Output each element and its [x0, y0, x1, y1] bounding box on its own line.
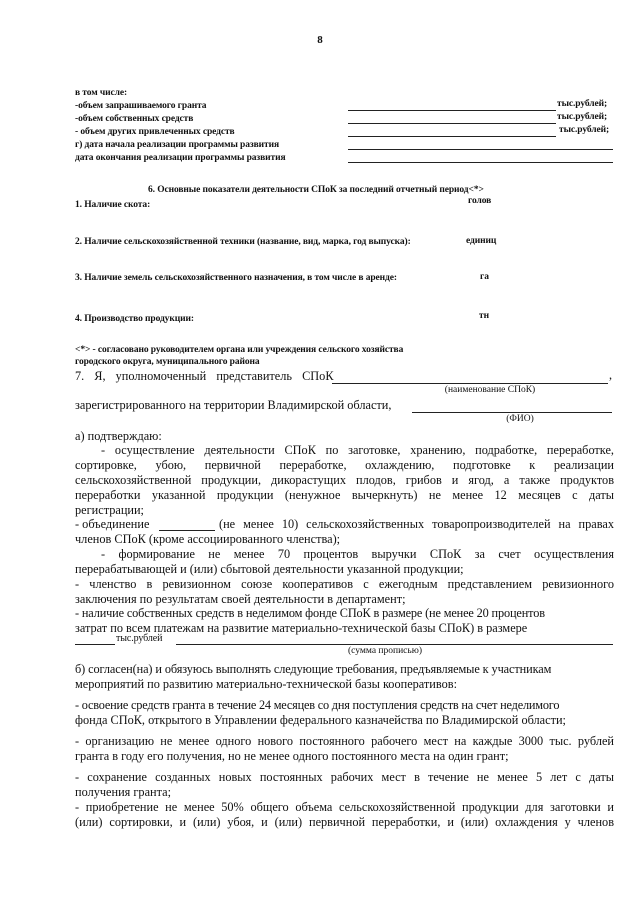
a-text-line: - осуществление деятельности СПоК по заготовке, хранению, подработке, переработке, [101, 443, 614, 457]
grant-row-unit: тыс.рублей; [559, 125, 610, 135]
a-text-line: - объединение [75, 517, 150, 531]
b-text-line: - сохранение созданных новых постоянных рабочих мест в течение не менее 5 лет с даты [75, 770, 614, 784]
b-text-line: б) согласен(на) и обязуюсь выполнять следующие требования, предъявляемые к участникам [75, 662, 552, 676]
sum-digits-line [75, 644, 115, 645]
b-text-line: гранта в году его получения, но не менее одного постоянного места на один грант; [75, 749, 509, 763]
grant-row-unit: тыс.рублей; [557, 99, 608, 109]
indicator-label: 1. Наличие скота: [75, 200, 151, 210]
b-text-line: - приобретение не менее 50% общего объема сельскохозяйственной продукции для заготовки и [75, 800, 614, 814]
a-text-line: - членство в ревизионном союзе кооперативов с ежегодным представлением ревизионного [75, 577, 614, 591]
a-text-line: - формирование не менее 70 процентов выручки СПоК за счет осуществления [101, 547, 614, 561]
b-text-line: мероприятий по развитию материально-технической базы кооперативов: [75, 677, 457, 691]
b-text-line: - организацию не менее одного нового постоянного рабочего мест на каждые 3000 тыс. рублей [75, 734, 614, 748]
a-text-line: заключения по результатам своей деятельности в департамент; [75, 592, 406, 606]
footnote: <*> - согласовано руководителем органа или учреждения сельского хозяйства [75, 345, 404, 355]
grant-row-label: - объем других привлеченных средств [75, 127, 235, 137]
sum-words-caption: (сумма прописью) [348, 646, 422, 656]
grant-row-fill-line [348, 149, 613, 150]
grant-row-label: дата окончания реализации программы развития [75, 153, 286, 163]
indicator-unit: тн [479, 311, 489, 321]
indicator-label: 3. Наличие земель сельскохозяйственного назначения, в том числе в аренде: [75, 273, 397, 283]
b-text-line: - освоение средств гранта в течение 24 месяцев со дня поступления средств на счет неделимого [75, 698, 560, 712]
a-text-line: регистрации; [75, 503, 144, 517]
a-heading: а) подтверждаю: [75, 429, 162, 443]
grant-row-label: г) дата начала реализации программы развития [75, 140, 279, 150]
fio-caption: (ФИО) [506, 414, 534, 424]
grant-row-fill-line [348, 110, 556, 111]
page-number: 8 [317, 34, 323, 46]
section7-line2: зарегистрированного на территории Владимирской области, [75, 398, 392, 412]
footnote: городского округа, муниципального района [75, 357, 260, 367]
spok-name-line [332, 383, 608, 384]
section6-heading: 6. Основные показатели деятельности СПоК за последний отчетный период<*> [148, 185, 484, 195]
section7-line1: 7. Я, уполномоченный представитель СПоК [75, 369, 334, 383]
a-text-line: - наличие собственных средств в неделимом фонде СПоК в размере (не менее 20 процентов [75, 606, 545, 620]
grant-row-fill-line [348, 123, 556, 124]
spok-name-caption: (наименование СПоК) [444, 385, 536, 395]
grant-row-label: -объем собственных средств [75, 114, 194, 124]
a-text-line: членов СПоК (кроме ассоциированного членства); [75, 532, 341, 546]
a-text-line: затрат по всем платежам на развитие материально-технической базы СПоК) в размере [75, 621, 528, 635]
sum-unit: тыс.рублей [116, 633, 163, 644]
a-text-line: переработки указанной продукции (ненужное вычеркнуть) не менее 12 месяцев с даты [75, 488, 614, 502]
a-text-line: перерабатывающей и (или) сбытовой деятельности указанной продукции; [75, 562, 464, 576]
b-text-line: получения гранта; [75, 785, 172, 799]
indicator-label: 2. Наличие сельскохозяйственной техники (название, вид, марка, год выпуска): [75, 237, 411, 247]
b-text-line: (или) сортировки, и (или) убоя, и (или) первичной переработки, и (или) охлаждения у членов [75, 815, 614, 829]
a-text-line: сортировке, убою, первичной переработке, охлаждению, подготовке к реализации [75, 458, 614, 472]
sum-words-line [176, 644, 613, 645]
grant-intro: в том числе: [75, 88, 128, 98]
b-text-line: фонда СПоК, открытого в Управлении федерального казначейства по Владимирской области; [75, 713, 566, 727]
indicator-unit: единиц [466, 236, 497, 246]
members-count-line [159, 530, 215, 531]
indicator-unit: га [480, 272, 489, 282]
grant-row-unit: тыс.рублей; [557, 112, 608, 122]
fio-line [412, 412, 612, 413]
grant-row-fill-line [348, 162, 613, 163]
grant-row-fill-line [348, 136, 556, 137]
a-text-line: сельскохозяйственной продукции, дикорастущих плодов, грибов и ягод, а также продуктов [75, 473, 614, 487]
a-text-line: (не менее 10) сельскохозяйственных товаропроизводителей на правах [219, 517, 614, 531]
indicator-label: 4. Производство продукции: [75, 314, 194, 324]
grant-row-label: -объем запрашиваемого гранта [75, 101, 207, 111]
indicator-unit: голов [468, 196, 492, 206]
